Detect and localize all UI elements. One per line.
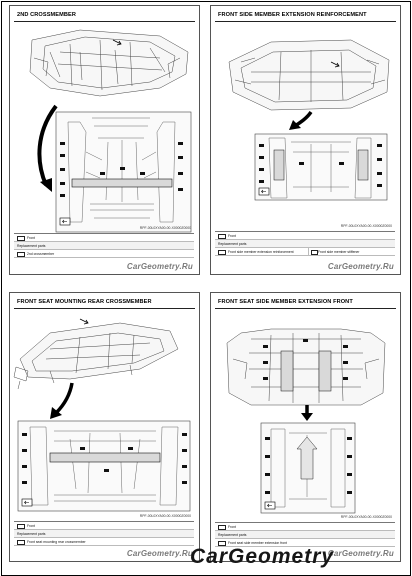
legend-row-header: Replacement parts: [215, 531, 395, 539]
legend-symbol: [311, 250, 318, 255]
legend-table: [14, 233, 194, 258]
figure-code: RPF-00L0XYA00-00-X0000Z0000: [139, 514, 191, 518]
footer-watermark: CarGeometry: [190, 545, 335, 568]
front-direction-icon: [265, 502, 275, 509]
underbody-diagram: [211, 309, 400, 523]
front-direction-icon: [60, 218, 70, 225]
panel-front-seat-side-member-ext: [210, 292, 401, 562]
legend-symbol: [17, 252, 25, 257]
legend-table: [14, 521, 194, 546]
legend-row-item: Front seat side member extension front: [215, 539, 395, 547]
legend-row-front: Front: [215, 232, 395, 240]
legend-symbol: [218, 525, 226, 530]
watermark: CarGeometry.Ru: [327, 262, 394, 271]
legend-symbol: [17, 524, 25, 529]
panel-front-seat-mounting-rear-crossmember: [9, 292, 200, 562]
legend-row-item: Front side member extension reinforcement Front side member stiffener: [215, 248, 395, 256]
legend-row-item: Front seat mounting rear crossmember: [14, 538, 194, 546]
panel-title: FRONT SEAT MOUNTING REAR CROSSMEMBER: [17, 299, 152, 305]
panel-title: FRONT SEAT SIDE MEMBER EXTENSION FRONT: [218, 299, 353, 305]
legend-row-header: Replacement parts: [14, 530, 194, 538]
legend-row-front: Front: [215, 523, 395, 531]
underbody-diagram: [10, 22, 199, 247]
underbody-diagram: [211, 22, 400, 232]
legend-symbol: [218, 250, 226, 255]
legend-row-header: Replacement parts: [215, 240, 395, 248]
legend-table: [215, 231, 395, 256]
legend-symbol: [17, 236, 25, 241]
front-direction-icon: [22, 499, 32, 506]
figure-code: RPF-00L0XYA00-00-X0000Z0000: [340, 515, 392, 519]
panel-title: FRONT SIDE MEMBER EXTENSION REINFORCEMENT: [218, 12, 367, 18]
watermark: CarGeometry.Ru: [126, 262, 193, 271]
watermark: CarGeometry.Ru: [327, 549, 394, 558]
legend-row-item: 2nd crossmember: [14, 250, 194, 258]
front-direction-icon: [259, 188, 269, 195]
panel-2nd-crossmember: [9, 5, 200, 275]
panel-front-side-member-ext: [210, 5, 401, 275]
underbody-diagram: [10, 309, 199, 521]
watermark: CarGeometry.Ru: [126, 549, 193, 558]
figure-code: RPF-00L0XYA00-00-X0000Z0000: [139, 226, 191, 230]
legend-symbol: [17, 540, 25, 545]
legend-row-front: Front: [14, 522, 194, 530]
panel-title: 2ND CROSSMEMBER: [17, 12, 76, 18]
arrow-icon: [80, 319, 88, 324]
legend-row-front: Front: [14, 234, 194, 242]
legend-table: [215, 522, 395, 547]
legend-symbol: [218, 234, 226, 239]
figure-code: RPF-00L0XYA00-00-X0000Z0000: [340, 224, 392, 228]
legend-row-header: Replacement parts: [14, 242, 194, 250]
